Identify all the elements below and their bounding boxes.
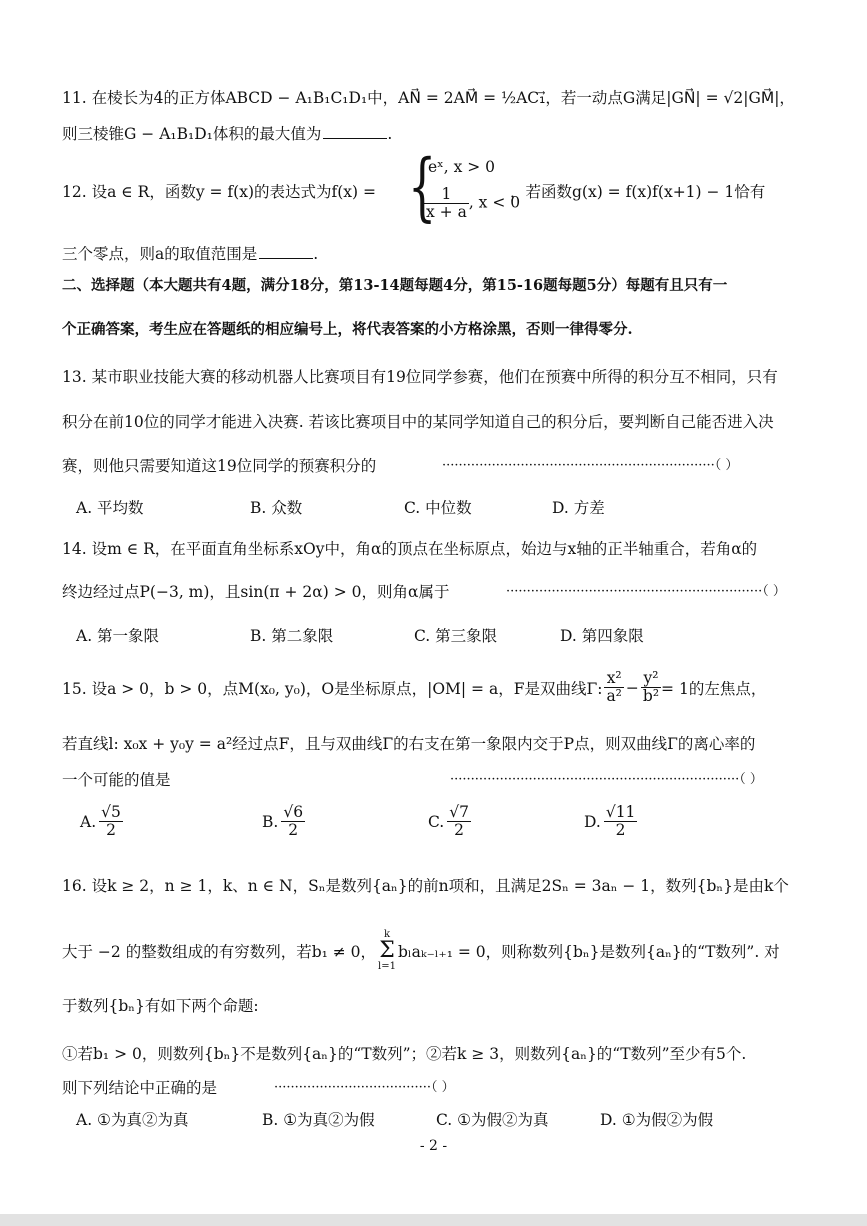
q15-option-d-num: √11 bbox=[605, 803, 636, 821]
q12-line2: 三个零点，则a的取值范围是 . bbox=[62, 245, 319, 263]
q16-line3: 于数列{bₙ}有如下两个命题: bbox=[62, 997, 259, 1015]
sum-symbol: Σ bbox=[379, 938, 395, 963]
q16-line2b: bₗaₖ₋ₗ₊₁ = 0，则称数列{bₙ}是数列{aₙ}的“T数列”. 对 bbox=[398, 943, 780, 961]
q12-case2-den: x + a bbox=[426, 203, 467, 222]
q15-option-c-den: 2 bbox=[454, 821, 465, 840]
q15-option-b-num: √6 bbox=[283, 803, 304, 821]
q15-option-c bbox=[428, 804, 471, 839]
q12-part1: 12. 设a ∈ R，函数y = f(x)的表达式为f(x) = bbox=[62, 183, 376, 201]
section2-line2: 个正确答案，考生应在答题纸的相应编号上，将代表答案的小方格涂黑，否则一律得零分. bbox=[62, 321, 633, 338]
q12-case2 bbox=[424, 186, 520, 221]
q15-option-c-letter: C. bbox=[428, 812, 445, 831]
q15-line1a: 15. 设a > 0，b > 0，点M(x₀, y₀)，O是坐标原点，|OM| = a，F是双曲线Γ: bbox=[62, 679, 603, 698]
q15-line1b: = 1的左焦点， bbox=[661, 679, 767, 698]
q15-option-b-letter: B. bbox=[262, 812, 279, 831]
q15-option-b bbox=[262, 804, 305, 839]
sum-lower: l=1 bbox=[378, 961, 396, 972]
q15-frac2-num: y² bbox=[641, 670, 661, 688]
q15-frac1-num: x² bbox=[604, 670, 623, 688]
q16-line1: 16. 设k ≥ 2，n ≥ 1，k、n ∈ N，Sₙ是数列{aₙ}的前n项和，且满足2Sₙ = 3aₙ − 1，数列{bₙ}是由k个 bbox=[62, 877, 789, 895]
q13-option-a: A. 平均数 bbox=[76, 499, 144, 517]
q15-option-a-letter: A. bbox=[80, 812, 97, 831]
q16-option-b: B. ①为真②为假 bbox=[262, 1111, 375, 1129]
q12-case1: eˣ, x > 0 bbox=[428, 158, 496, 176]
q15-option-d-letter: D. bbox=[584, 812, 601, 831]
q11-line1: 11. 在棱长为4的正方体ABCD − A₁B₁C₁D₁中，AN⃗ = 2AM⃗ = ½AC₁⃗，若一动点G满足|GN⃗| = √2|GM⃗|， bbox=[62, 89, 795, 107]
q15-option-a-den: 2 bbox=[106, 821, 116, 840]
q16-line2a: 大于 −2 的整数组成的有穷数列，若b₁ ≠ 0， bbox=[62, 943, 377, 961]
q15-minus: − bbox=[625, 678, 639, 697]
q16-answer-dots: ······································（ ） bbox=[274, 1080, 455, 1095]
q12-case2-num: 1 bbox=[424, 186, 469, 204]
q14-line1: 14. 设m ∈ R，在平面直角坐标系xOy中，角α的顶点在坐标原点，始边与x轴的正半轴重合，若角α的 bbox=[62, 540, 758, 558]
q15-option-c-num: √7 bbox=[449, 803, 469, 821]
q12-part2: ，若函数g(x) = f(x)f(x+1) − 1恰有 bbox=[510, 183, 766, 201]
q15-option-a bbox=[80, 804, 123, 839]
scan-bottom-edge bbox=[0, 1214, 867, 1226]
page-number: - 2 - bbox=[419, 1138, 448, 1154]
q13-line3-text: 赛，则他只需要知道这19位同学的预赛积分的 bbox=[62, 457, 377, 475]
section2-line1: 二、选择题（本大题共有4题，满分18分，第13-14题每题4分，第15-16题每题5分）每题有且只有一 bbox=[62, 277, 728, 294]
q14-answer-dots: ······························································（ ） bbox=[506, 584, 786, 599]
q16-line2 bbox=[62, 930, 797, 972]
q13-answer-dots: ··································································（ ） bbox=[442, 458, 739, 473]
summation bbox=[378, 930, 396, 972]
q15-frac1-den: a² bbox=[606, 687, 622, 706]
q16-line4: ①若b₁ > 0，则数列{bₙ}不是数列{aₙ}的“T数列”；②若k ≥ 3，则数列{aₙ}的“T数列”至少有5个. bbox=[62, 1045, 747, 1063]
answer-blank bbox=[259, 258, 313, 259]
q15-answer-dots: ······································································（ ） bbox=[450, 772, 763, 787]
q15-option-d bbox=[584, 804, 637, 839]
q13-option-d: D. 方差 bbox=[552, 499, 605, 517]
q14-option-a: A. 第一象限 bbox=[76, 627, 160, 645]
piecewise-brace: { bbox=[408, 144, 437, 230]
q15-line1 bbox=[62, 670, 797, 705]
q16-option-c: C. ①为假②为真 bbox=[436, 1111, 549, 1129]
q15-option-a-num: √5 bbox=[101, 803, 121, 821]
q14-line2-text: 终边经过点P(−3, m)，且sin(π + 2α) > 0，则角α属于 bbox=[62, 583, 450, 601]
q16-option-d: D. ①为假②为假 bbox=[600, 1111, 714, 1129]
q16-line5-text: 则下列结论中正确的是 bbox=[62, 1079, 218, 1097]
q15-frac2-den: b² bbox=[642, 687, 660, 706]
q14-option-c: C. 第三象限 bbox=[414, 627, 498, 645]
q12-case2-cond: , x < 0 bbox=[468, 193, 521, 212]
q13-line1: 13. 某市职业技能大赛的移动机器人比赛项目有19位同学参赛，他们在预赛中所得的积分互不相同，只有 bbox=[62, 368, 778, 386]
q13-option-b: B. 众数 bbox=[250, 499, 303, 517]
sum-upper: k bbox=[383, 929, 391, 940]
q13-option-c: C. 中位数 bbox=[404, 499, 472, 517]
q12-line2-text: 三个零点，则a的取值范围是 bbox=[62, 245, 258, 263]
q14-option-b: B. 第二象限 bbox=[250, 627, 334, 645]
q11-line2-text: 则三棱锥G − A₁B₁D₁体积的最大值为 bbox=[62, 125, 322, 143]
q13-line2: 积分在前10位的同学才能进入决赛. 若该比赛项目中的某同学知道自己的积分后，要判断自己能否进入决 bbox=[62, 413, 774, 431]
answer-blank bbox=[323, 138, 387, 139]
q15-option-b-den: 2 bbox=[288, 821, 299, 840]
q14-option-d: D. 第四象限 bbox=[560, 627, 644, 645]
q16-option-a: A. ①为真②为真 bbox=[76, 1111, 189, 1129]
q15-line3-text: 一个可能的值是 bbox=[62, 771, 171, 789]
q15-option-d-den: 2 bbox=[615, 821, 626, 840]
q11-line2: 则三棱锥G − A₁B₁D₁体积的最大值为 . bbox=[62, 125, 393, 143]
q15-line2: 若直线l: x₀x + y₀y = a²经过点F，且与双曲线Γ的右支在第一象限内交于P点，则双曲线Γ的离心率的 bbox=[62, 735, 756, 753]
